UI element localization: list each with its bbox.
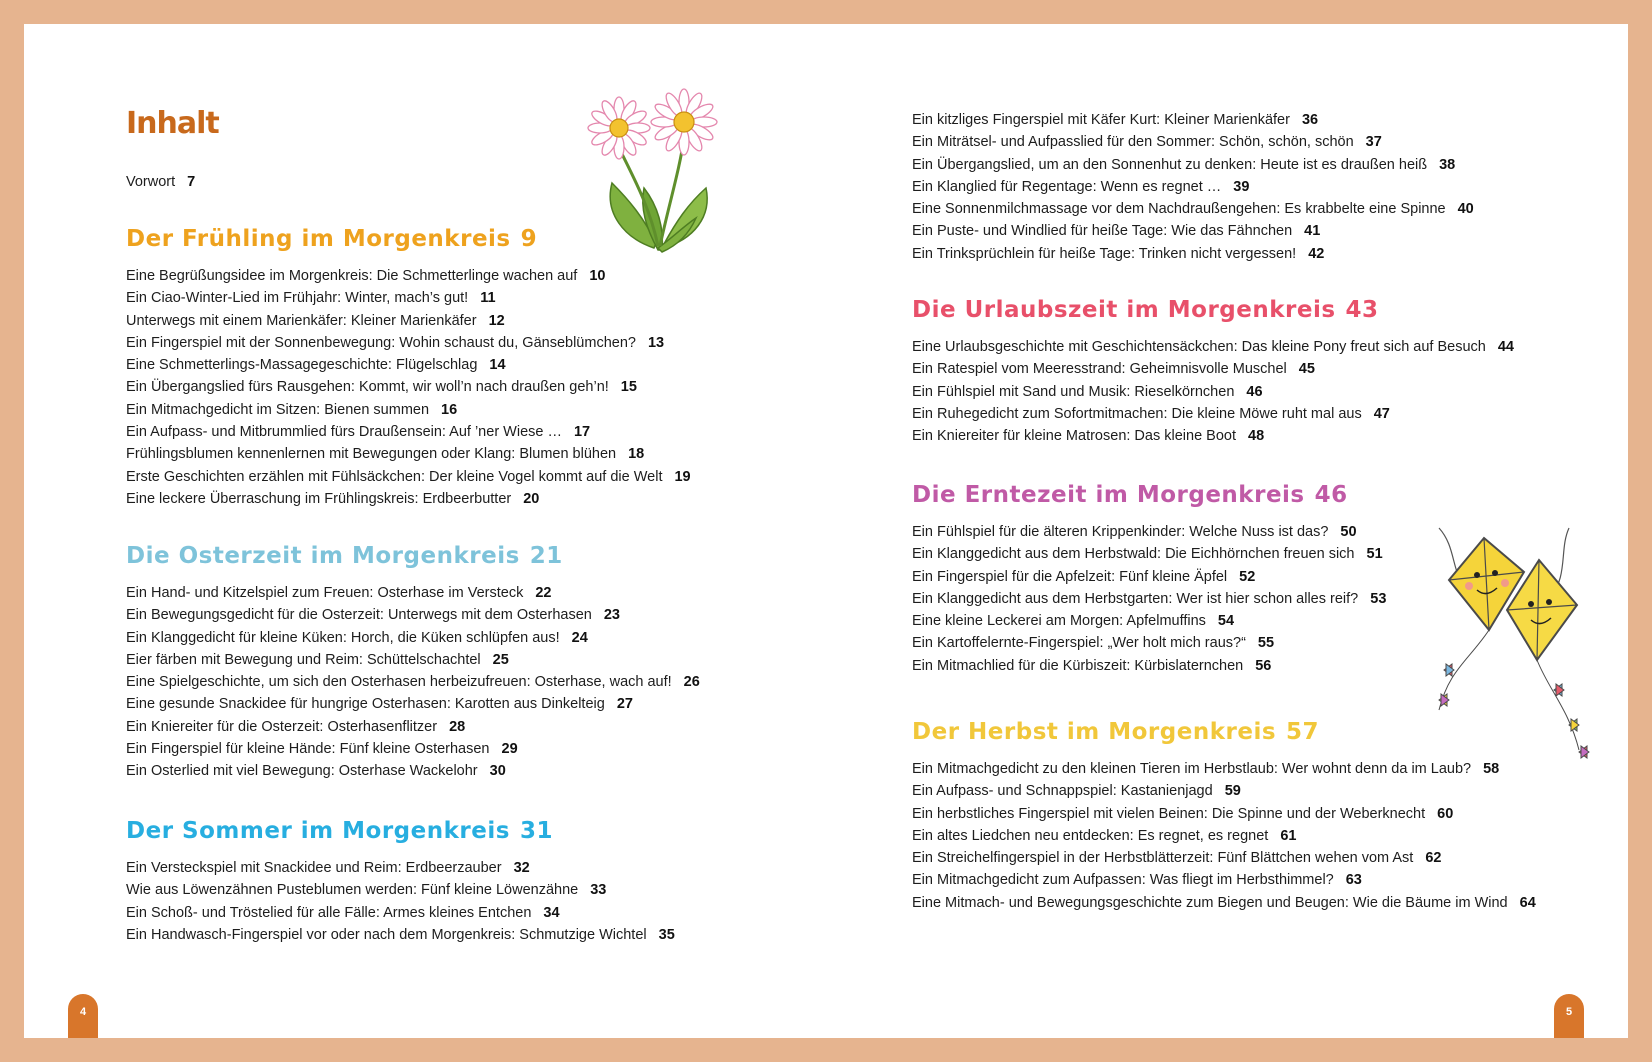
entry-title: Eine Schmetterlings-Massagegeschichte: Flügelschlag xyxy=(126,357,478,374)
entry-title: Wie aus Löwenzähnen Pusteblumen werden: Fünf kleine Löwenzähne xyxy=(126,882,579,899)
toc-entry xyxy=(912,610,1386,632)
entry-title: Ein Miträtsel- und Aufpasslied für den Sommer: Schön, schön, schön xyxy=(912,134,1354,151)
toc-entry xyxy=(126,399,691,421)
entry-page: 51 xyxy=(1366,546,1383,563)
entry-page: 53 xyxy=(1370,590,1387,607)
toc-entry xyxy=(126,924,675,946)
entry-page: 33 xyxy=(590,882,607,899)
section-heading-summer xyxy=(126,813,675,849)
toc-entry xyxy=(912,176,1474,198)
entry-title: Ein Schoß- und Tröstelied für alle Fälle: Armes kleines Entchen xyxy=(126,904,532,921)
section-holiday xyxy=(912,292,1514,447)
toc-entry xyxy=(126,693,700,715)
entry-page: 36 xyxy=(1301,112,1319,128)
entry-title: Eine Begrüßungsidee im Morgenkreis: Die Schmetterlinge wachen auf xyxy=(126,268,578,284)
daisy-flower-right xyxy=(651,89,717,155)
toc-entry xyxy=(912,154,1474,176)
entry-title: Eier färben mit Bewegung und Reim: Schüttelschachtel xyxy=(126,651,481,668)
entry-page: 17 xyxy=(573,424,591,441)
section-summer xyxy=(126,813,675,946)
entry-page: 61 xyxy=(1280,827,1297,844)
book-spread xyxy=(24,24,1628,1038)
toc-entry xyxy=(126,421,691,443)
entry-title: Ein Kartoffelernte-Fingerspiel: „Wer holt mich raus?“ xyxy=(912,635,1246,652)
toc-entry xyxy=(126,488,691,510)
entry-title: Ein altes Liedchen neu entdecken: Es regnet, es regnet xyxy=(912,827,1269,844)
entry-page: 64 xyxy=(1519,894,1536,911)
toc-entry xyxy=(126,443,691,465)
toc-entry xyxy=(912,543,1386,565)
toc-entry xyxy=(126,716,700,738)
section-title: Der Herbst im Morgenkreis xyxy=(912,719,1277,745)
entry-page: 42 xyxy=(1308,245,1325,262)
entry-page: 28 xyxy=(449,718,466,735)
summer-continued-list xyxy=(912,109,1474,265)
entry-page: 29 xyxy=(501,741,518,758)
section-spring xyxy=(126,221,691,510)
entry-page: 22 xyxy=(535,585,552,601)
entry-page: 19 xyxy=(674,468,691,485)
toc-entry xyxy=(126,760,700,782)
entry-title: Ein Fingerspiel für kleine Hände: Fünf kleine Osterhasen xyxy=(126,741,490,758)
entry-page: 20 xyxy=(523,490,540,507)
toc-entry xyxy=(126,265,691,287)
entry-title: Eine leckere Überraschung im Frühlingskreis: Erdbeerbutter xyxy=(126,490,512,507)
toc-entry xyxy=(912,220,1474,242)
toc-entry xyxy=(126,376,691,398)
section-title: Die Erntezeit im Morgenkreis xyxy=(912,482,1305,508)
entry-page: 62 xyxy=(1425,850,1442,867)
toc-entry xyxy=(126,649,700,671)
entry-title: Ein Mitmachgedicht zum Aufpassen: Was fliegt im Herbsthimmel? xyxy=(912,872,1334,889)
entry-title: Ein Osterlied mit viel Bewegung: Osterhase Wackelohr xyxy=(126,763,478,780)
entry-title: Ein Klanggedicht für kleine Küken: Horch, die Küken schlüpfen aus! xyxy=(126,629,560,646)
entry-title: Ein kitzliges Fingerspiel mit Käfer Kurt: Kleiner Marienkäfer xyxy=(912,112,1290,128)
entry-page: 12 xyxy=(488,312,505,329)
entry-title: Ein Puste- und Windlied für heiße Tage: Wie das Fähnchen xyxy=(912,223,1293,240)
section-title: Der Frühling im Morgenkreis xyxy=(126,226,511,252)
toc-entry xyxy=(126,671,700,693)
toc-entry xyxy=(912,131,1474,153)
section-page: 43 xyxy=(1345,297,1379,323)
toc-entry xyxy=(912,198,1474,220)
entry-page: 63 xyxy=(1345,872,1362,889)
toc-entry xyxy=(126,310,691,332)
entry-title: Ein Mitmachgedicht im Sitzen: Bienen summen xyxy=(126,401,430,418)
entry-page: 35 xyxy=(658,926,675,943)
entry-page: 40 xyxy=(1457,201,1474,218)
entry-title: Ein Fühlspiel mit Sand und Musik: Rieselkörnchen xyxy=(912,383,1235,400)
toc-entry xyxy=(126,627,700,649)
toc-entry xyxy=(126,604,700,626)
toc-entry xyxy=(912,336,1514,358)
entry-title: Ein Streichelfingerspiel in der Herbstblätterzeit: Fünf Blättchen wehen vom Ast xyxy=(912,850,1414,867)
toc-entry xyxy=(126,902,675,924)
entry-page: 48 xyxy=(1248,428,1265,445)
contents-title: Inhalt xyxy=(126,106,219,141)
daisy-illustration xyxy=(584,88,744,258)
entry-page: 46 xyxy=(1246,383,1263,400)
entry-page: 14 xyxy=(489,357,506,374)
entry-page: 60 xyxy=(1437,805,1454,822)
toc-entry xyxy=(912,588,1386,610)
entry-page: 11 xyxy=(480,290,496,307)
toc-entry xyxy=(126,354,691,376)
foreword-page: 7 xyxy=(187,174,196,190)
toc-entry xyxy=(912,825,1536,847)
section-harvest xyxy=(912,477,1386,677)
entry-page: 15 xyxy=(620,379,637,396)
section-page: 21 xyxy=(529,543,563,569)
entry-list xyxy=(912,521,1386,677)
entry-title: Eine gesunde Snackidee für hungrige Osterhasen: Karotten aus Dinkelteig xyxy=(126,696,605,713)
toc-entry xyxy=(126,857,675,879)
entry-page: 56 xyxy=(1255,657,1272,674)
entry-page: 37 xyxy=(1365,134,1382,151)
toc-entry xyxy=(912,892,1536,914)
kites-illustration xyxy=(1419,520,1609,764)
entry-page: 52 xyxy=(1239,568,1256,585)
toc-entry xyxy=(126,332,691,354)
kite-tails xyxy=(1439,630,1589,758)
entry-title: Ein Aufpass- und Mitbrummlied fürs Draußensein: Auf ’ner Wiese … xyxy=(126,424,562,441)
section-heading-harvest xyxy=(912,477,1386,513)
section-heading-holiday xyxy=(912,292,1514,328)
entry-page: 10 xyxy=(589,268,606,284)
entry-title: Ein Fingerspiel für die Apfelzeit: Fünf kleine Äpfel xyxy=(912,568,1228,585)
toc-entry xyxy=(912,655,1386,677)
section-page: 57 xyxy=(1286,719,1320,745)
entry-page: 55 xyxy=(1257,635,1275,652)
toc-entry xyxy=(126,287,691,309)
entry-page: 45 xyxy=(1298,361,1315,378)
entry-list xyxy=(126,857,675,946)
entry-page: 32 xyxy=(513,860,530,876)
toc-entry xyxy=(912,358,1514,380)
entry-title: Ein Kniereiter für kleine Matrosen: Das kleine Boot xyxy=(912,428,1236,445)
entry-title: Ein Mitmachgedicht zu den kleinen Tieren im Herbstlaub: Wer wohnt denn da im Laub? xyxy=(912,761,1472,777)
daisy-flower-left xyxy=(588,97,650,159)
entry-title: Ein Ratespiel vom Meeresstrand: Geheimnisvolle Muschel xyxy=(912,361,1287,378)
entry-title: Ein Kniereiter für die Osterzeit: Osterhasenflitzer xyxy=(126,718,438,735)
section-page: 9 xyxy=(520,226,538,252)
section-title: Der Sommer im Morgenkreis xyxy=(126,818,510,844)
section-title: Die Osterzeit im Morgenkreis xyxy=(126,543,520,569)
entry-page: 18 xyxy=(628,446,645,463)
section-title: Die Urlaubszeit im Morgenkreis xyxy=(912,297,1336,323)
toc-entry xyxy=(912,109,1474,131)
entry-title: Ein Ciao-Winter-Lied im Frühjahr: Winter, mach’s gut! xyxy=(126,290,469,307)
toc-entry xyxy=(126,738,700,760)
entry-title: Ein Hand- und Kitzelspiel zum Freuen: Osterhase im Versteck xyxy=(126,585,524,601)
entry-page: 44 xyxy=(1497,339,1514,355)
entry-page: 27 xyxy=(616,696,633,713)
section-page: 46 xyxy=(1314,482,1348,508)
foreword-label: Vorwort xyxy=(126,174,176,190)
entry-page: 13 xyxy=(647,334,665,351)
entry-list xyxy=(126,582,700,783)
entry-title: Ein Handwasch-Fingerspiel vor oder nach dem Morgenkreis: Schmutzige Wichtel xyxy=(126,926,647,943)
entry-page: 50 xyxy=(1340,524,1357,540)
toc-entry xyxy=(912,632,1386,654)
entry-list xyxy=(912,758,1536,914)
toc-entry xyxy=(912,780,1536,802)
toc-entry xyxy=(126,879,675,901)
entry-page: 16 xyxy=(441,401,458,418)
page-number-left: 4 xyxy=(68,994,98,1038)
toc-entry xyxy=(126,582,700,604)
entry-page: 47 xyxy=(1373,405,1390,422)
entry-list xyxy=(126,265,691,510)
entry-title: Ein Ruhegedicht zum Sofortmitmachen: Die kleine Möwe ruht mal aus xyxy=(912,405,1362,422)
entry-page: 54 xyxy=(1217,613,1235,630)
section-heading-easter xyxy=(126,538,700,574)
entry-title: Ein Klanglied für Regentage: Wenn es regnet … xyxy=(912,178,1222,195)
entry-title: Ein Bewegungsgedicht für die Osterzeit: Unterwegs mit dem Osterhasen xyxy=(126,607,592,624)
entry-title: Ein Mitmachlied für die Kürbiszeit: Kürbislaternchen xyxy=(912,657,1244,674)
entry-page: 38 xyxy=(1439,156,1456,173)
entry-title: Ein Trinksprüchlein für heiße Tage: Trinken nicht vergessen! xyxy=(912,245,1297,262)
entry-title: Ein herbstliches Fingerspiel mit vielen Beinen: Die Spinne und der Weberknecht xyxy=(912,805,1426,822)
entry-page: 30 xyxy=(489,763,506,780)
entry-page: 39 xyxy=(1233,178,1250,195)
entry-title: Unterwegs mit einem Marienkäfer: Kleiner Marienkäfer xyxy=(126,312,477,329)
entry-page: 58 xyxy=(1483,761,1500,777)
toc-entry xyxy=(912,847,1536,869)
entry-title: Ein Versteckspiel mit Snackidee und Reim: Erdbeerzauber xyxy=(126,860,502,876)
toc-entry xyxy=(912,425,1514,447)
entry-page: 34 xyxy=(543,904,560,921)
entry-title: Ein Übergangslied, um an den Sonnenhut zu denken: Heute ist es draußen heiß xyxy=(912,156,1428,173)
entry-list xyxy=(912,336,1514,447)
entry-page: 24 xyxy=(571,629,588,646)
entry-title: Ein Aufpass- und Schnappspiel: Kastanienjagd xyxy=(912,783,1213,800)
entry-page: 25 xyxy=(492,651,509,668)
entry-title: Ein Fühlspiel für die älteren Krippenkinder: Welche Nuss ist das? xyxy=(912,524,1329,540)
section-page: 31 xyxy=(519,818,553,844)
entry-title: Ein Übergangslied fürs Rausgehen: Kommt, wir woll’n nach draußen geh’n! xyxy=(126,379,609,396)
entry-title: Ein Klanggedicht aus dem Herbstgarten: Wer ist hier schon alles reif? xyxy=(912,590,1359,607)
toc-entry xyxy=(912,403,1514,425)
page-number-right: 5 xyxy=(1554,994,1584,1038)
entry-page: 23 xyxy=(603,607,620,624)
entry-title: Ein Klanggedicht aus dem Herbstwald: Die Eichhörnchen freuen sich xyxy=(912,546,1355,563)
toc-entry xyxy=(912,803,1536,825)
entry-title: Eine Urlaubsgeschichte mit Geschichtensäckchen: Das kleine Pony freut sich auf Besuch xyxy=(912,339,1486,355)
entry-page: 59 xyxy=(1224,783,1241,800)
section-easter xyxy=(126,538,700,783)
entry-page: 26 xyxy=(683,674,700,691)
entry-page: 41 xyxy=(1304,223,1321,240)
entry-title: Eine kleine Leckerei am Morgen: Apfelmuffins xyxy=(912,613,1206,630)
entry-title: Frühlingsblumen kennenlernen mit Bewegungen oder Klang: Blumen blühen xyxy=(126,446,617,463)
toc-entry xyxy=(912,869,1536,891)
entry-title: Eine Sonnenmilchmassage vor dem Nachdraußengehen: Es krabbelte eine Spinne xyxy=(912,201,1446,218)
daisy-leaves xyxy=(610,183,707,252)
entry-title: Ein Fingerspiel mit der Sonnenbewegung: Wohin schaust du, Gänseblümchen? xyxy=(126,334,636,351)
entry-title: Erste Geschichten erzählen mit Fühlsäckchen: Der kleine Vogel kommt auf die Welt xyxy=(126,468,663,485)
entry-title: Eine Mitmach- und Bewegungsgeschichte zum Biegen und Beugen: Wie die Bäume im Wind xyxy=(912,894,1508,911)
toc-entry xyxy=(126,466,691,488)
entry-title: Eine Spielgeschichte, um sich den Osterhasen herbeizufreuen: Osterhase, wach auf! xyxy=(126,674,672,691)
toc-entry xyxy=(912,381,1514,403)
toc-entry xyxy=(912,243,1474,265)
toc-entry xyxy=(912,566,1386,588)
foreword-entry xyxy=(126,174,195,190)
toc-entry xyxy=(912,521,1386,543)
